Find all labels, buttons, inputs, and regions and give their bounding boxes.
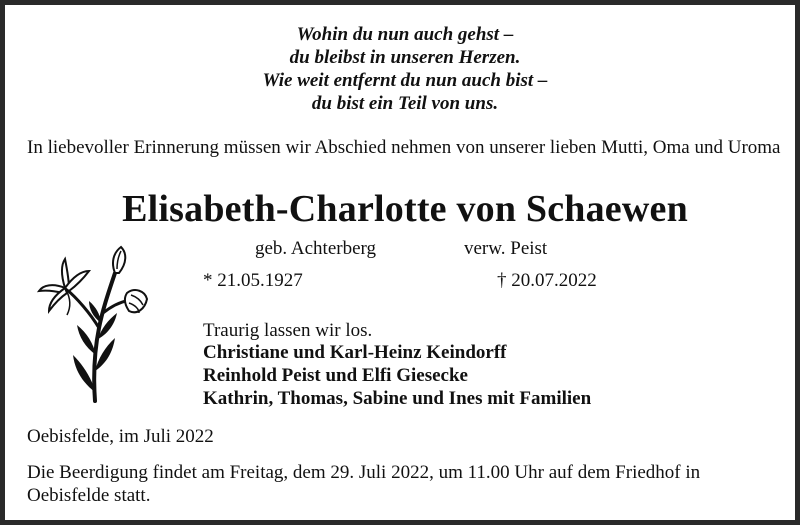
poem-line: Wie weit entfernt du nun auch bist – <box>262 70 548 91</box>
funeral-notice: Die Beerdigung findet am Freitag, dem 29. Juli 2022, um 11.00 Uhr auf dem Friedhof in Oebisfelde statt. <box>27 462 701 506</box>
lily-flower-icon <box>35 243 151 403</box>
poem-line: du bleibst in unseren Herzen. <box>289 47 521 68</box>
birth-date: * 21.05.1927 <box>203 270 303 291</box>
mourner-name: Christiane und Karl-Heinz Keindorff <box>203 342 507 363</box>
mourners-intro: Traurig lassen wir los. <box>203 320 373 341</box>
death-date: † 20.07.2022 <box>497 270 597 291</box>
intro-text: In liebevoller Erinnerung müssen wir Abschied nehmen von unserer lieben Mutti, Oma und Uroma <box>27 137 781 158</box>
deceased-name: Elisabeth-Charlotte von Schaewen <box>122 188 688 230</box>
place-date: Oebisfelde, im Juli 2022 <box>27 426 214 447</box>
poem-line: Wohin du nun auch gehst – <box>296 24 514 45</box>
poem-line: du bist ein Teil von uns. <box>311 93 499 114</box>
poem <box>5 23 800 115</box>
birth-name: geb. Achterberg <box>255 238 376 259</box>
mourner-name: Kathrin, Thomas, Sabine und Ines mit Familien <box>203 388 592 409</box>
widowed-name: verw. Peist <box>464 238 548 259</box>
mourner-name: Reinhold Peist und Elfi Giesecke <box>203 365 468 386</box>
